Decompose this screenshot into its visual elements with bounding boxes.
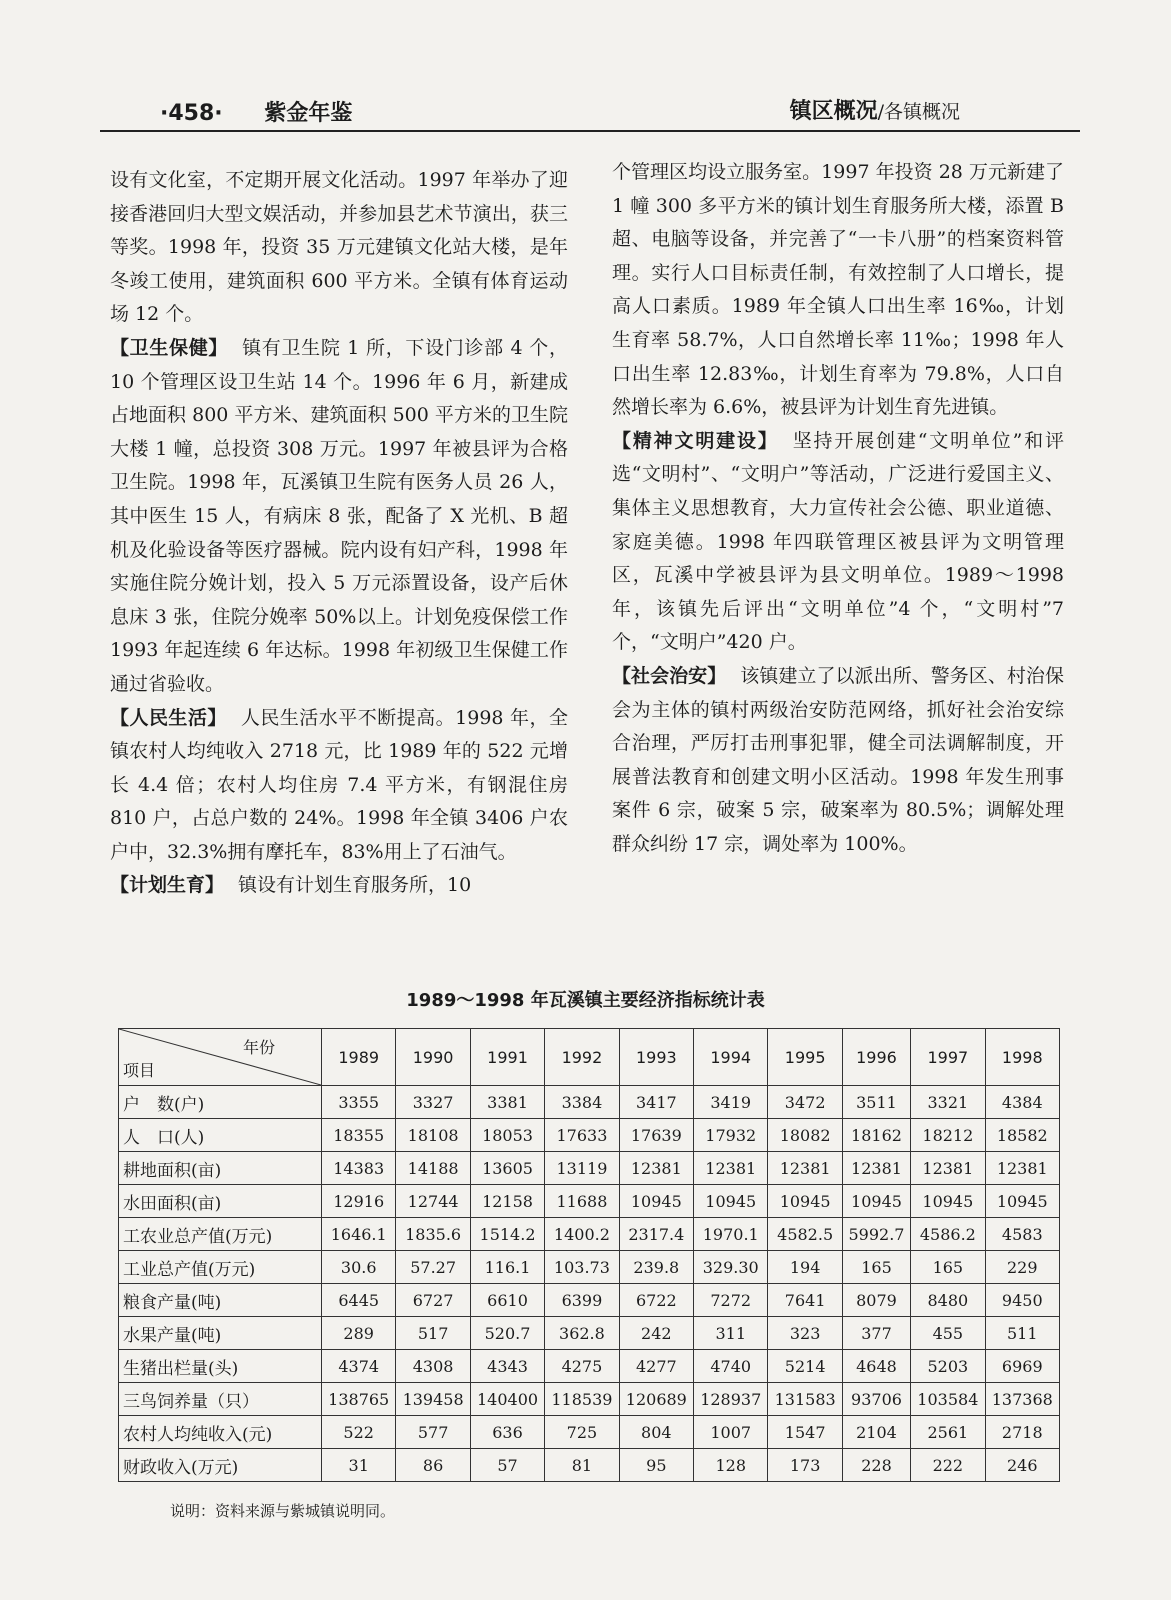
table-body [119,1086,1060,1482]
table-cell: 3321 [911,1086,985,1119]
table-cell: 137368 [985,1383,1059,1416]
table-cell: 636 [470,1416,544,1449]
table-cell: 1514.2 [470,1218,544,1251]
table-row [119,1218,1060,1251]
year-header: 1996 [842,1029,910,1086]
table-row [119,1317,1060,1350]
planning-heading: 【计划生育】 [110,874,225,897]
civilization-text: 坚持开展创建“文明单位”和评选“文明村”、“文明户”等活动，广泛进行爱国主义、集体主义思想教育，大力宣传社会公德、职业道德、家庭美德。1998 年四联管理区被县评为文明管理区，瓦溪中学被县评为县文明单位。1989～1998 年，该镇先后评出“文明单位”4 个，“文明村”7 个，“文明户”420 户。 [612,429,1064,654]
table-cell: 6727 [396,1284,470,1317]
table-cell: 9450 [985,1284,1059,1317]
civilization-paragraph [612,425,1064,660]
corner-item-label: 项目 [123,1061,156,1080]
table-row [119,1086,1060,1119]
table-cell: 3419 [694,1086,768,1119]
table-cell: 455 [911,1317,985,1350]
health-paragraph [110,332,568,702]
table-cell: 517 [396,1317,470,1350]
table-cell: 522 [322,1416,396,1449]
header-left [160,96,352,127]
row-label: 耕地面积(亩) [119,1152,322,1185]
table-cell: 511 [985,1317,1059,1350]
table-cell: 289 [322,1317,396,1350]
table-cell: 3384 [545,1086,619,1119]
table-cell: 4583 [985,1218,1059,1251]
table-cell: 17639 [619,1119,693,1152]
table-title: 1989～1998 年瓦溪镇主要经济指标统计表 [406,990,765,1011]
year-header: 1992 [545,1029,619,1086]
table-cell: 12381 [842,1152,910,1185]
table-cell: 804 [619,1416,693,1449]
table-cell: 8480 [911,1284,985,1317]
table-cell: 13605 [470,1152,544,1185]
year-header: 1993 [619,1029,693,1086]
row-label: 水田面积(亩) [119,1185,322,1218]
year-header: 1997 [911,1029,985,1086]
page-header [100,92,1080,132]
table-cell: 577 [396,1416,470,1449]
table-cell: 18108 [396,1119,470,1152]
table-cell: 118539 [545,1383,619,1416]
book-title: 紫金年鉴 [264,101,353,126]
table-cell: 377 [842,1317,910,1350]
table-row [119,1416,1060,1449]
table-row [119,1152,1060,1185]
table-cell: 7272 [694,1284,768,1317]
year-header: 1994 [694,1029,768,1086]
row-label: 三鸟饲养量（只） [119,1383,322,1416]
table-cell: 17932 [694,1119,768,1152]
table-cell: 128 [694,1449,768,1482]
table-cell: 31 [322,1449,396,1482]
table-cell: 6722 [619,1284,693,1317]
table-row [119,1119,1060,1152]
table-cell: 18162 [842,1119,910,1152]
table-cell: 229 [985,1251,1059,1284]
corner-year-label: 年份 [242,1038,275,1057]
table-cell: 12381 [911,1152,985,1185]
table-cell: 11688 [545,1185,619,1218]
table-cell: 140400 [470,1383,544,1416]
table-cell: 57 [470,1449,544,1482]
table-cell: 228 [842,1449,910,1482]
table-row [119,1350,1060,1383]
table-cell: 1547 [768,1416,842,1449]
table-header-row [119,1029,1060,1086]
table-cell: 173 [768,1449,842,1482]
table-cell: 1970.1 [694,1218,768,1251]
table-cell: 12381 [694,1152,768,1185]
table-cell: 4275 [545,1350,619,1383]
culture-paragraph: 设有文化室，不定期开展文化活动。1997 年举办了迎接香港回归大型文娱活动，并参加县艺术节演出，获三等奖。1998 年，投资 35 万元建镇文化站大楼，是年冬竣工使用，建筑面积 600 平方米。全镇有体育运动场 12 个。 [110,169,568,326]
table-cell: 4648 [842,1350,910,1383]
table-cell: 4582.5 [768,1218,842,1251]
table-cell: 1007 [694,1416,768,1449]
left-column [110,164,568,903]
table-cell: 103584 [911,1383,985,1416]
table-cell: 2317.4 [619,1218,693,1251]
table-cell: 128937 [694,1383,768,1416]
table-cell: 6399 [545,1284,619,1317]
planning-paragraph [110,869,568,903]
table-cell: 5992.7 [842,1218,910,1251]
table-cell: 139458 [396,1383,470,1416]
civilization-heading: 【精神文明建设】 [612,429,779,452]
table-cell: 4586.2 [911,1218,985,1251]
table-cell: 86 [396,1449,470,1482]
table-cell: 246 [985,1449,1059,1482]
table-cell: 4343 [470,1350,544,1383]
table-cell: 362.8 [545,1317,619,1350]
table-cell: 131583 [768,1383,842,1416]
table-cell: 12381 [985,1152,1059,1185]
table-cell: 239.8 [619,1251,693,1284]
health-heading: 【卫生保健】 [110,336,229,359]
table-cell: 2718 [985,1416,1059,1449]
table-cell: 3472 [768,1086,842,1119]
table-cell: 18355 [322,1119,396,1152]
table-cell: 10945 [911,1185,985,1218]
table-cell: 12744 [396,1185,470,1218]
table-cell: 5214 [768,1350,842,1383]
table-cell: 93706 [842,1383,910,1416]
row-label: 生猪出栏量(头) [119,1350,322,1383]
table-cell: 4374 [322,1350,396,1383]
row-label: 户 数(户) [119,1086,322,1119]
table-cell: 10945 [768,1185,842,1218]
year-header: 1998 [985,1029,1059,1086]
table-cell: 10945 [842,1185,910,1218]
economic-indicators-table [118,1028,1060,1482]
header-right [790,94,960,125]
corner-cell [119,1029,322,1086]
table-cell: 12916 [322,1185,396,1218]
table-cell: 1400.2 [545,1218,619,1251]
row-label: 农村人均纯收入(元) [119,1416,322,1449]
table-cell: 4277 [619,1350,693,1383]
table-cell: 2561 [911,1416,985,1449]
security-paragraph [612,660,1064,862]
security-text: 该镇建立了以派出所、警务区、村治保会为主体的镇村两级治安防范网络，抓好社会治安综合治理，严厉打击刑事犯罪，健全司法调解制度，开展普法教育和创建文明小区活动。1998 年发生刑事案件 6 宗，破案 5 宗，破案率为 80.5%；调解处理群众纠纷 17 宗，调处率为 100%。 [612,664,1064,855]
table-cell: 120689 [619,1383,693,1416]
header-rule [100,130,1080,132]
table-cell: 1646.1 [322,1218,396,1251]
table-cell: 10945 [694,1185,768,1218]
subsection-title: /各镇概况 [877,101,960,123]
row-label: 水果产量(吨) [119,1317,322,1350]
year-header: 1995 [768,1029,842,1086]
table-cell: 6610 [470,1284,544,1317]
table-cell: 14383 [322,1152,396,1185]
table-cell: 13119 [545,1152,619,1185]
table-row [119,1185,1060,1218]
table-cell: 165 [842,1251,910,1284]
planning-text: 镇设有计划生育服务所，10 [238,874,472,897]
table-cell: 311 [694,1317,768,1350]
table-cell: 17633 [545,1119,619,1152]
table-cell: 12381 [619,1152,693,1185]
table-cell: 30.6 [322,1251,396,1284]
right-column [612,156,1064,861]
table-note: 说明：资料来源与紫城镇说明同。 [170,1502,396,1520]
table-cell: 12381 [768,1152,842,1185]
table-row [119,1449,1060,1482]
table-cell: 3355 [322,1086,396,1119]
table-cell: 14188 [396,1152,470,1185]
table-cell: 10945 [985,1185,1059,1218]
table-cell: 138765 [322,1383,396,1416]
table-cell: 57.27 [396,1251,470,1284]
year-header: 1991 [470,1029,544,1086]
table-cell: 222 [911,1449,985,1482]
planning-continued-paragraph: 个管理区均设立服务室。1997 年投资 28 万元新建了 1 幢 300 多平方米的镇计划生育服务所大楼，添置 B 超、电脑等设备，并完善了“一卡八册”的档案资料管理。实行人口目标责任制，有效控制了人口增长，提高人口素质。1989 年全镇人口出生率 16‰，计划生育率 58.7%，人口自然增长率 11‰；1998 年人口出生率 12.83‰，计划生育率为 79.8%，人口自然增长率为 6.6%，被县评为计划生育先进镇。 [612,161,1064,419]
table-cell: 5203 [911,1350,985,1383]
table-cell: 8079 [842,1284,910,1317]
table-cell: 520.7 [470,1317,544,1350]
table-cell: 12158 [470,1185,544,1218]
row-label: 粮食产量(吨) [119,1284,322,1317]
table-cell: 95 [619,1449,693,1482]
row-label: 工农业总产值(万元) [119,1218,322,1251]
year-header: 1990 [396,1029,470,1086]
table-row [119,1383,1060,1416]
table-cell: 329.30 [694,1251,768,1284]
table-cell: 116.1 [470,1251,544,1284]
table-cell: 323 [768,1317,842,1350]
table-cell: 18082 [768,1119,842,1152]
life-text: 人民生活水平不断提高。1998 年，全镇农村人均纯收入 2718 元，比 1989 年的 522 元增长 4.4 倍；农村人均住房 7.4 平方米，有钢混住房 810 户，占总户数的 24%。1998 年全镇 3406 户农户中，32.3%拥有摩托车，83%用上了石油气。 [110,706,568,863]
table-cell: 3327 [396,1086,470,1119]
table-cell: 6445 [322,1284,396,1317]
table-cell: 3381 [470,1086,544,1119]
row-label: 人 口(人) [119,1119,322,1152]
table-cell: 4740 [694,1350,768,1383]
table-cell: 103.73 [545,1251,619,1284]
life-heading: 【人民生活】 [110,706,227,729]
table-cell: 3511 [842,1086,910,1119]
row-label: 工业总产值(万元) [119,1251,322,1284]
table-cell: 18212 [911,1119,985,1152]
table-cell: 2104 [842,1416,910,1449]
table-cell: 194 [768,1251,842,1284]
table-row [119,1251,1060,1284]
table-cell: 242 [619,1317,693,1350]
security-heading: 【社会治安】 [612,664,727,687]
table-cell: 18582 [985,1119,1059,1152]
table-cell: 81 [545,1449,619,1482]
table-cell: 4384 [985,1086,1059,1119]
page-number: ·458· [160,101,223,126]
table-row [119,1284,1060,1317]
table-cell: 165 [911,1251,985,1284]
table-cell: 18053 [470,1119,544,1152]
table-cell: 725 [545,1416,619,1449]
table-cell: 7641 [768,1284,842,1317]
row-label: 财政收入(万元) [119,1449,322,1482]
table-cell: 10945 [619,1185,693,1218]
table-cell: 1835.6 [396,1218,470,1251]
year-header: 1989 [322,1029,396,1086]
life-paragraph [110,702,568,870]
health-text: 镇有卫生院 1 所，下设门诊部 4 个，10 个管理区设卫生站 14 个。1996 年 6 月，新建成占地面积 800 平方米、建筑面积 500 平方米的卫生院大楼 1 幢，总投资 308 万元。1997 年被县评为合格卫生院。1998 年，瓦溪镇卫生院有医务人员 26 人，其中医生 15 人，有病床 8 张，配备了 X 光机、B 超机及化验设备等医疗器械。院内设有妇产科，1998 年实施住院分娩计划，投入 5 万元添置设备，设产后休息床 3 张，住院分娩率 50%以上。计划免疫保偿工作 1993 年起连续 6 年达标。1998 年初级卫生保健工作通过省验收。 [110,336,568,695]
table-cell: 4308 [396,1350,470,1383]
table-cell: 3417 [619,1086,693,1119]
section-title: 镇区概况 [789,99,878,124]
table-cell: 6969 [985,1350,1059,1383]
